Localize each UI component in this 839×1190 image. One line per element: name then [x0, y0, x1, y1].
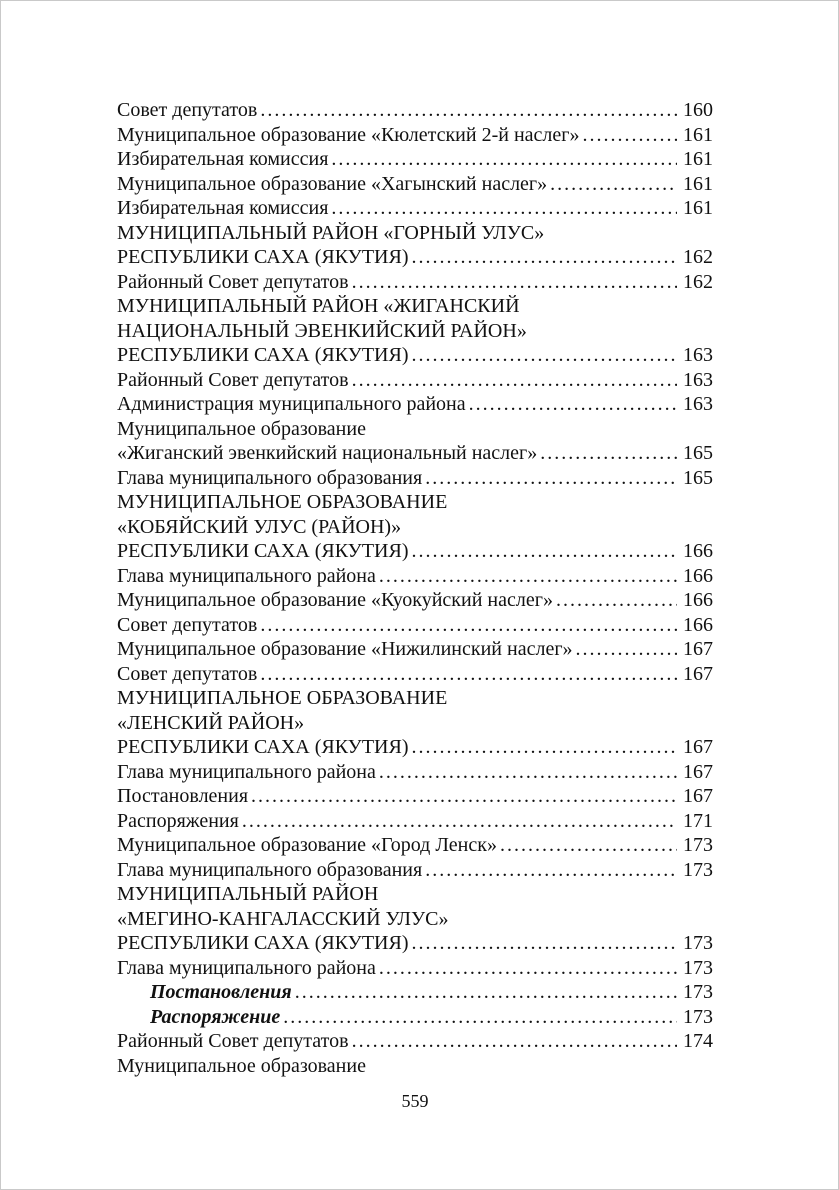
toc-entry-line — [117, 270, 713, 295]
toc-page-ref: 165 — [683, 442, 713, 464]
toc-entry-line — [117, 441, 713, 466]
toc-entry — [117, 270, 713, 295]
toc-entry-text: Глава муниципального образования — [117, 466, 423, 489]
dot-leader — [500, 833, 677, 858]
dot-leader — [251, 784, 677, 809]
toc-entry-line — [117, 833, 713, 858]
toc-entry-line — [117, 343, 713, 368]
toc-page-ref: 167 — [683, 736, 713, 758]
dot-leader — [331, 147, 677, 172]
toc-page-ref: 173 — [683, 932, 713, 954]
dot-leader — [352, 368, 677, 393]
toc-entry-line — [117, 98, 713, 123]
toc-entry-text: Распоряжение — [150, 1005, 281, 1028]
toc-entry-text: Избирательная комиссия — [117, 197, 329, 219]
toc-entry-line — [117, 417, 713, 442]
toc-entry — [117, 833, 713, 858]
toc-entry-text: Муниципальное образование «Город Ленск» — [117, 834, 497, 856]
toc-entry — [117, 980, 713, 1005]
toc-entry-text: Муниципальное образование «Кюлетский 2-й наслег» — [117, 123, 580, 146]
dot-leader — [425, 466, 677, 491]
toc-entry-line — [117, 760, 713, 785]
toc-page-ref: 174 — [683, 1030, 713, 1052]
toc-entry — [117, 221, 713, 270]
toc-entry — [117, 613, 713, 638]
toc-entry-text: Муниципальное образование — [117, 417, 366, 440]
toc-page-ref: 167 — [683, 760, 713, 783]
toc-entry-text: Глава муниципального района — [117, 564, 376, 587]
toc-entry-text: Постановления — [150, 981, 292, 1003]
toc-entry-line — [117, 637, 713, 662]
toc-entry-text: РЕСПУБЛИКИ САХА (ЯКУТИЯ) — [117, 540, 409, 562]
toc-entry-line — [117, 907, 713, 932]
toc-entry-text: НАЦИОНАЛЬНЫЙ ЭВЕНКИЙСКИЙ РАЙОН» — [117, 319, 527, 342]
dot-leader — [283, 1005, 677, 1030]
toc-page-ref: 161 — [683, 148, 713, 170]
toc-entry-line — [117, 711, 713, 736]
toc-entry-text: РЕСПУБЛИКИ САХА (ЯКУТИЯ) — [117, 344, 409, 366]
dot-leader — [412, 931, 678, 956]
toc-entry-line — [117, 1054, 713, 1079]
toc-entry-text: «ЛЕНСКИЙ РАЙОН» — [117, 711, 305, 734]
toc-entry-line — [117, 490, 713, 515]
dot-leader — [469, 392, 677, 417]
toc-page-ref: 160 — [683, 99, 713, 121]
toc-entry — [117, 123, 713, 148]
dot-leader — [582, 123, 677, 148]
toc-page-ref: 162 — [683, 270, 713, 293]
toc-entry-text: Глава муниципального района — [117, 956, 376, 979]
toc-page-ref: 173 — [683, 858, 713, 881]
dot-leader — [379, 956, 677, 981]
toc-entry — [117, 1005, 713, 1030]
toc-page-ref: 173 — [683, 1005, 713, 1028]
toc-entry-line — [117, 858, 713, 883]
dot-leader — [425, 858, 677, 883]
toc-entry-line — [117, 931, 713, 956]
toc-entry-text: Районный Совет депутатов — [117, 368, 349, 391]
toc-entry-line — [117, 319, 713, 344]
dot-leader — [379, 760, 677, 785]
toc-entry-text: Муниципальное образование «Куокуйский наслег» — [117, 589, 553, 611]
toc-entry-line — [117, 662, 713, 687]
toc-entry-text: Глава муниципального образования — [117, 858, 423, 881]
toc-entry-text: Совет депутатов — [117, 662, 258, 685]
toc-entry-line — [117, 172, 713, 197]
dot-leader — [576, 637, 677, 662]
toc-entry — [117, 662, 713, 687]
dot-leader — [412, 539, 678, 564]
toc-entry — [117, 368, 713, 393]
toc-page-ref: 163 — [683, 393, 713, 415]
toc-entry — [117, 956, 713, 981]
toc-entry-text: Избирательная комиссия — [117, 148, 329, 170]
toc-list — [117, 98, 713, 1078]
toc-entry — [117, 858, 713, 883]
toc-entry — [117, 1054, 713, 1079]
toc-entry — [117, 809, 713, 834]
toc-entry-line — [117, 123, 713, 148]
toc-page-ref: 166 — [683, 589, 713, 611]
toc-entry-text: МУНИЦИПАЛЬНЫЙ РАЙОН — [117, 883, 379, 905]
toc-page-ref: 166 — [683, 540, 713, 562]
toc-page-ref: 171 — [683, 809, 713, 832]
toc-entry-line — [117, 613, 713, 638]
toc-entry-line — [117, 956, 713, 981]
toc-page-ref: 173 — [683, 834, 713, 856]
toc-entry-line — [117, 588, 713, 613]
toc-page-ref: 162 — [683, 246, 713, 268]
toc-entry — [117, 1029, 713, 1054]
toc-entry-line — [117, 147, 713, 172]
toc-entry-text: Глава муниципального района — [117, 760, 376, 783]
toc-entry — [117, 637, 713, 662]
page-footer-number: 559 — [401, 1091, 429, 1111]
toc-entry — [117, 147, 713, 172]
toc-entry — [117, 490, 713, 564]
toc-entry-line — [117, 809, 713, 834]
toc-entry — [117, 196, 713, 221]
dot-leader — [379, 564, 677, 589]
toc-entry-line — [117, 196, 713, 221]
dot-leader — [331, 196, 677, 221]
toc-entry-text: РЕСПУБЛИКИ САХА (ЯКУТИЯ) — [117, 932, 409, 954]
toc-entry-text: Муниципальное образование «Хагынский наслег» — [117, 172, 548, 195]
dot-leader — [412, 735, 678, 760]
toc-entry-text: «МЕГИНО-КАНГАЛАССКИЙ УЛУС» — [117, 907, 449, 930]
toc-page-ref: 167 — [683, 785, 713, 807]
toc-entry-line — [117, 368, 713, 393]
dot-leader — [412, 245, 678, 270]
toc-entry-line — [117, 564, 713, 589]
toc-page-ref: 165 — [683, 466, 713, 489]
toc-entry — [117, 784, 713, 809]
toc-page-ref: 167 — [683, 662, 713, 685]
dot-leader — [412, 343, 678, 368]
toc-entry — [117, 564, 713, 589]
toc-entry — [117, 882, 713, 956]
toc-entry-line — [117, 1029, 713, 1054]
toc-entry-text: «Жиганский эвенкийский национальный наслег» — [117, 442, 538, 464]
toc-entry — [117, 686, 713, 760]
dot-leader — [540, 441, 677, 466]
toc-entry — [117, 588, 713, 613]
toc-entry-text: Совет депутатов — [117, 99, 258, 121]
toc-page-ref: 166 — [683, 564, 713, 587]
toc-entry-text: Администрация муниципального района — [117, 393, 466, 415]
toc-entry-text: МУНИЦИПАЛЬНОЕ ОБРАЗОВАНИЕ — [117, 687, 448, 709]
toc-entry — [117, 466, 713, 491]
dot-leader — [242, 809, 677, 834]
dot-leader — [295, 980, 677, 1005]
toc-entry-text: «КОБЯЙСКИЙ УЛУС (РАЙОН)» — [117, 515, 402, 538]
toc-entry — [117, 760, 713, 785]
toc-entry-line — [117, 392, 713, 417]
toc-entry-text: МУНИЦИПАЛЬНЫЙ РАЙОН «ГОРНЫЙ УЛУС» — [117, 221, 545, 244]
toc-entry-text: Распоряжения — [117, 809, 239, 832]
toc-page-ref: 173 — [683, 981, 713, 1003]
dot-leader — [260, 613, 677, 638]
toc-page-ref: 163 — [683, 368, 713, 391]
dot-leader — [352, 1029, 677, 1054]
toc-entry-line — [117, 539, 713, 564]
toc-entry — [117, 417, 713, 466]
toc-entry-text: Районный Совет депутатов — [117, 1030, 349, 1052]
toc-entry-line — [117, 882, 713, 907]
dot-leader — [352, 270, 677, 295]
toc-entry-line — [117, 735, 713, 760]
toc-entry — [117, 172, 713, 197]
toc-page-ref: 166 — [683, 613, 713, 636]
toc-entry-text: МУНИЦИПАЛЬНОЕ ОБРАЗОВАНИЕ — [117, 491, 448, 513]
toc-page-ref: 173 — [683, 956, 713, 979]
toc-entry-text: Совет депутатов — [117, 613, 258, 636]
toc-page-ref: 163 — [683, 344, 713, 366]
toc-page-ref: 161 — [683, 172, 713, 195]
toc-entry-line — [117, 466, 713, 491]
toc-entry-text: Муниципальное образование «Нижилинский наслег» — [117, 638, 573, 660]
toc-entry-text: РЕСПУБЛИКИ САХА (ЯКУТИЯ) — [117, 246, 409, 268]
toc-entry — [117, 98, 713, 123]
toc-entry-line — [117, 294, 713, 319]
toc-entry-line — [117, 245, 713, 270]
toc-entry-text: Постановления — [117, 785, 249, 807]
toc-entry-text: Районный Совет депутатов — [117, 270, 349, 293]
dot-leader — [556, 588, 677, 613]
toc-entry-text: МУНИЦИПАЛЬНЫЙ РАЙОН «ЖИГАНСКИЙ — [117, 295, 520, 317]
toc-entry-line — [117, 784, 713, 809]
toc-entry — [117, 392, 713, 417]
toc-entry-text: РЕСПУБЛИКИ САХА (ЯКУТИЯ) — [117, 736, 409, 758]
toc-entry — [117, 294, 713, 368]
dot-leader — [260, 98, 677, 123]
dot-leader — [550, 172, 677, 197]
toc-page-ref: 167 — [683, 638, 713, 660]
toc-entry-line — [117, 686, 713, 711]
toc-entry-line — [117, 980, 713, 1005]
toc-page-ref: 161 — [683, 197, 713, 219]
toc-entry-line — [117, 1005, 713, 1030]
toc-entry-line — [117, 221, 713, 246]
toc-entry-text: Муниципальное образование — [117, 1054, 366, 1077]
toc-page-ref: 161 — [683, 123, 713, 146]
dot-leader — [260, 662, 677, 687]
toc-entry-line — [117, 515, 713, 540]
